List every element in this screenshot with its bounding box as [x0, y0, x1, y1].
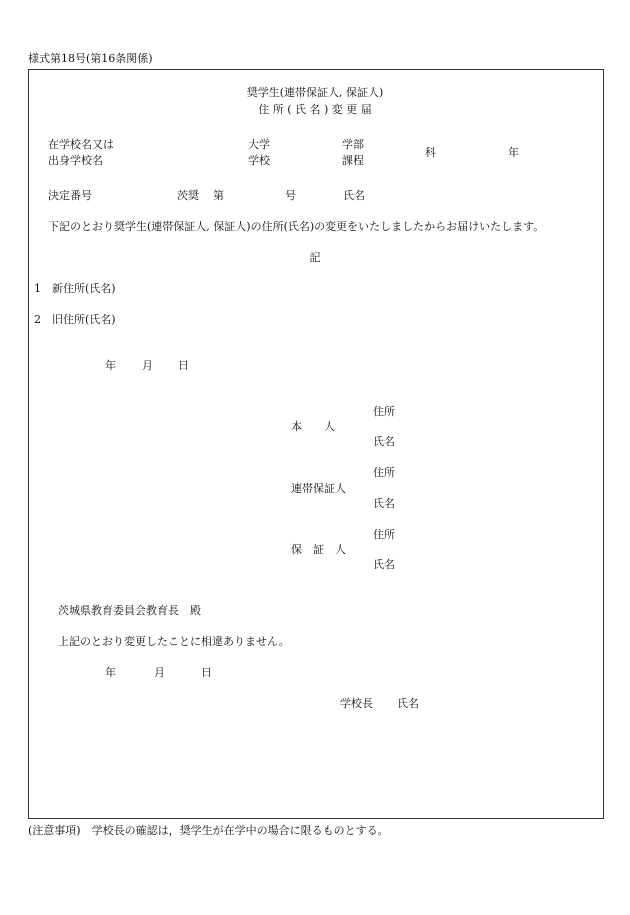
gakubu-label: 学部 — [342, 138, 364, 151]
form-frame — [28, 69, 604, 819]
decision-prefix: 茨奨 — [177, 189, 199, 202]
hoshonin-name-label: 氏名 — [373, 558, 395, 571]
school-name-label-line2: 出身学校名 — [48, 154, 103, 167]
date1-day: 日 — [178, 359, 189, 372]
old-address-item: 2 旧住所(氏名) — [34, 313, 116, 326]
rentai-address-label: 住所 — [373, 466, 395, 479]
katei-label: 課程 — [342, 154, 364, 167]
honnin-name-label: 氏名 — [373, 435, 395, 448]
date1-month: 月 — [142, 359, 153, 372]
ka-label: 科 — [425, 146, 436, 159]
date1-year: 年 — [105, 359, 116, 372]
hoshonin-label: 保 証 人 — [291, 543, 346, 556]
honnin-label: 本 人 — [291, 420, 335, 433]
new-address-item: 1 新住所(氏名) — [34, 282, 116, 295]
rentai-hoshonin-label: 連帯保証人 — [291, 482, 346, 495]
form-number-label: 様式第18号(第16条関係) — [28, 52, 153, 65]
decision-name-label: 氏名 — [343, 189, 365, 202]
confirmation-text: 上記のとおり変更したことに相違ありません。 — [58, 635, 290, 648]
form-title-line2: 住 所 ( 氏 名 ) 変 更 届 — [258, 103, 372, 116]
honnin-address-label: 住所 — [373, 405, 395, 418]
date2-year: 年 — [105, 666, 116, 679]
decision-go: 号 — [285, 189, 296, 202]
rentai-name-label: 氏名 — [373, 497, 395, 510]
date2-day: 日 — [201, 666, 212, 679]
school-name-label-line1: 在学校名又は — [48, 138, 114, 151]
decision-dai: 第 — [213, 189, 224, 202]
statement-text: 下記のとおり奨学生(連帯保証人, 保証人)の住所(氏名)の変更をいたしましたからお届けいたします。 — [48, 220, 545, 233]
principal-name-label: 氏名 — [397, 697, 419, 710]
decision-number-label: 決定番号 — [48, 189, 92, 202]
nen-label: 年 — [508, 146, 519, 159]
addressee-text: 茨城県教育委員会教育長 殿 — [58, 604, 201, 617]
date2-month: 月 — [154, 666, 165, 679]
note-text: (注意事項) 学校長の確認は，奨学生が在学中の場合に限るものとする。 — [28, 824, 389, 837]
form-title-line1: 奨学生(連帯保証人, 保証人) — [246, 86, 384, 99]
principal-label: 学校長 — [340, 697, 373, 710]
hoshonin-address-label: 住所 — [373, 528, 395, 541]
ki-label: 記 — [309, 251, 321, 264]
gakko-label: 学校 — [248, 154, 270, 167]
daigaku-label: 大学 — [248, 138, 270, 151]
